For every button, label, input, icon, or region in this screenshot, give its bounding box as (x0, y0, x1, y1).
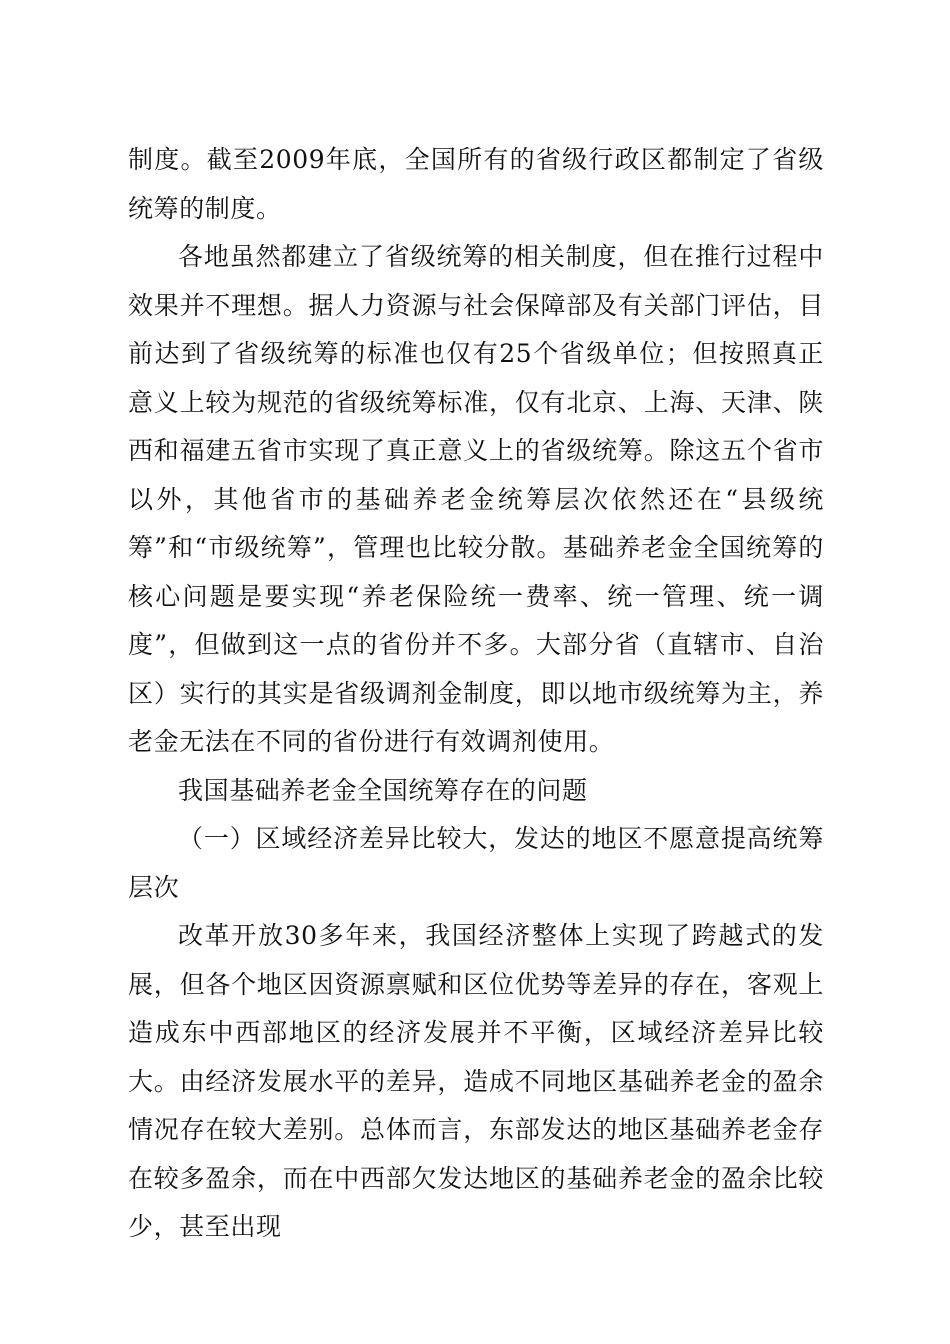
paragraph-1: 制度。截至2009年底，全国所有的省级行政区都制定了省级统筹的制度。 (128, 145, 824, 223)
subsection-heading: （一）区域经济差异比较大，发达的地区不愿意提高统筹层次 (128, 824, 824, 902)
paragraph-2: 各地虽然都建立了省级统筹的相关制度，但在推行过程中效果并不理想。据人力资源与社会保障部及有关部门评估，目前达到了省级统筹的标准也仅有25个省级单位；但按照真正意义上较为规范的省级统筹标准，仅有北京、上海、天津、陕西和福建五省市实现了真正意义上的省级统筹。除这五个省市以外，其他省市的基础养老金统筹层次依然还在“县级统筹”和“市级统筹”，管理也比较分散。基础养老金全国统筹的核心问题是要实现“养老保险统一费率、统一管理、统一调度”，但做到这一点的省份并不多。大部分省（直辖市、自治区）实行的其实是省级调剂金制度，即以地市级统筹为主，养老金无法在不同的省份进行有效调剂使用。 (128, 242, 824, 756)
paragraph-3: 改革开放30多年来，我国经济整体上实现了跨越式的发展，但各个地区因资源禀赋和区位优势等差异的存在，客观上造成东中西部地区的经济发展并不平衡，区域经济差异比较大。由经济发展水平的差异，造成不同地区基础养老金的盈余情况存在较大差别。总体而言，东部发达的地区基础养老金存在较多盈余，而在中西部欠发达地区的基础养老金的盈余比较少，甚至出现 (128, 921, 824, 1241)
section-heading: 我国基础养老金全国统筹存在的问题 (178, 775, 588, 805)
document-body (128, 136, 824, 1252)
